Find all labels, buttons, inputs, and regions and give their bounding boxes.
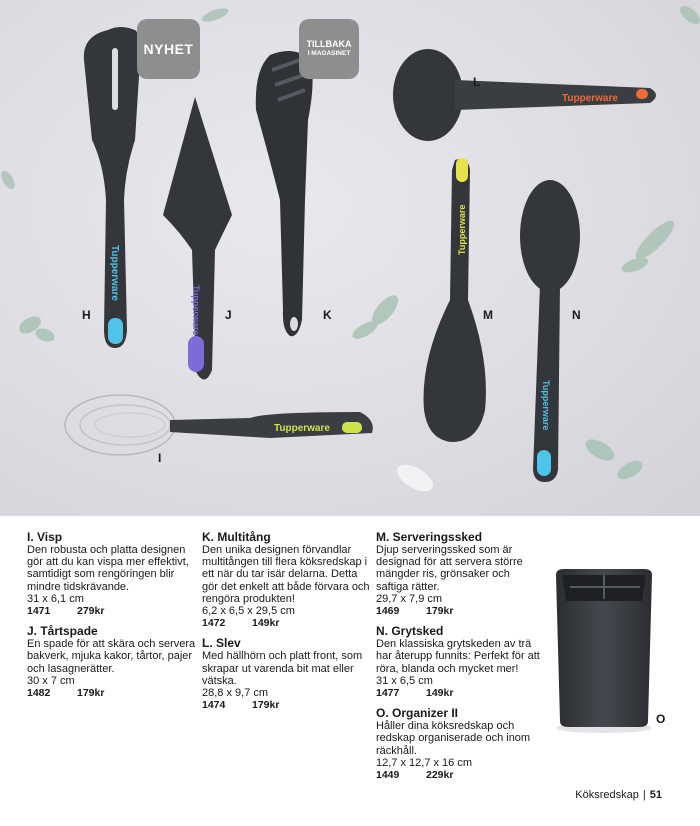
- product-title: I. Visp: [27, 530, 63, 544]
- product-item: [27, 624, 197, 699]
- product-code: 1471: [27, 605, 51, 618]
- product-item: [376, 706, 541, 781]
- brand-logo: Tupperware: [109, 245, 120, 301]
- product-description: Den unika designen förvandlar multitången till flera köksredskap i ett när du tar isär delarna. Detta gör det enkelt att både förvara och rengöra produkten!: [202, 544, 370, 605]
- brand-logo: Tupperware: [541, 380, 551, 431]
- product-price: 179kr: [252, 699, 280, 712]
- product-code: 1449: [376, 769, 400, 782]
- product-code: 1472: [202, 617, 226, 630]
- organizer-photo: [550, 565, 658, 735]
- product-price-row: [27, 605, 197, 617]
- back-in-magazine-badge: [299, 19, 359, 79]
- section-name: Köksredskap: [575, 789, 639, 801]
- product-price: 229kr: [426, 769, 454, 782]
- product-price-row: [376, 687, 541, 699]
- product-title: O. Organizer II: [376, 706, 459, 721]
- product-item: [202, 530, 372, 629]
- product-size: 31 x 6,5 cm: [376, 674, 433, 687]
- product-size: 12,7 x 12,7 x 16 cm: [376, 756, 472, 769]
- page-number: 51: [649, 789, 662, 801]
- brand-logo: Tupperware: [274, 423, 330, 434]
- product-description: Djup serveringssked som är designad för att servera större mängder ris, grönsaker och saftiga rätter.: [376, 544, 523, 593]
- label-i: I: [158, 451, 162, 465]
- product-code: 1477: [376, 687, 400, 700]
- page-footer: [575, 789, 662, 801]
- label-j: J: [225, 308, 232, 322]
- multitong-k: [256, 51, 313, 336]
- ladle-l: [393, 49, 656, 141]
- badge-line-1: TILLBAKA: [306, 39, 352, 49]
- product-item: [376, 624, 541, 699]
- product-price-row: [376, 605, 541, 617]
- product-code: 1474: [202, 699, 226, 712]
- product-column-2: [202, 530, 372, 718]
- product-title: K. Multitång: [202, 530, 271, 544]
- product-item: [27, 530, 197, 617]
- product-code: 1482: [27, 687, 51, 700]
- product-price-row: [27, 687, 197, 699]
- product-column-1: [27, 530, 197, 706]
- label-h: H: [82, 308, 91, 322]
- product-column-3: [376, 530, 541, 788]
- product-price: 279kr: [77, 605, 105, 618]
- brand-logo: Tupperware: [562, 93, 618, 104]
- product-size: 6,2 x 6,5 x 29,5 cm: [202, 605, 295, 618]
- product-title: J. Tårtspade: [27, 624, 98, 639]
- pie-server-j: [163, 97, 232, 380]
- product-code: 1469: [376, 605, 400, 618]
- new-badge: NYHET: [137, 19, 200, 79]
- product-size: 29,7 x 7,9 cm: [376, 592, 443, 605]
- brand-logo: Tupperware: [457, 204, 467, 255]
- product-size: 30 x 7 cm: [27, 674, 75, 687]
- product-price: 179kr: [77, 687, 105, 700]
- product-title: N. Grytsked: [376, 624, 444, 639]
- product-item: [376, 530, 541, 617]
- product-item: [202, 636, 372, 711]
- product-description: Den robusta och platta designen gör att du kan vispa mer effektivt, samtidigt som rengöringen blir mindre tidskrävande.: [27, 544, 189, 593]
- product-size: 31 x 6,1 cm: [27, 592, 84, 605]
- product-price: 179kr: [426, 605, 454, 618]
- product-description: Håller dina köksredskap och redskap organiserade och inom räckhåll.: [376, 720, 531, 757]
- label-o: O: [656, 712, 666, 726]
- product-title: L. Slev: [202, 636, 241, 651]
- product-price: 149kr: [426, 687, 454, 700]
- badge-line-2: I MAGASINET: [307, 50, 351, 57]
- product-price-row: [202, 617, 372, 629]
- label-m: M: [483, 308, 493, 322]
- product-description: Den klassiska grytskeden av trä har återupp funnits: Perfekt för att röra, blanda och mycket mer!: [376, 638, 540, 675]
- footer-separator: |: [642, 789, 646, 801]
- spoon-n: [520, 180, 580, 482]
- product-title: M. Serveringssked: [376, 530, 483, 544]
- product-description: Med hällhörn och platt front, som skrapar ut varenda bit mat eller vätska.: [202, 650, 363, 687]
- product-price: 149kr: [252, 617, 280, 630]
- label-n: N: [572, 308, 581, 322]
- brand-logo: Tupperware: [191, 285, 201, 336]
- label-l: L: [473, 75, 481, 89]
- product-description: En spade för att skära och servera bakverk, mjuka kakor, tårtor, pajer och lasagnerätter.: [27, 638, 196, 675]
- product-price-row: [376, 769, 541, 781]
- product-price-row: [202, 699, 372, 711]
- product-size: 28,8 x 9,7 cm: [202, 687, 269, 700]
- label-k: K: [323, 308, 332, 322]
- serving-spoon-m: [424, 158, 486, 442]
